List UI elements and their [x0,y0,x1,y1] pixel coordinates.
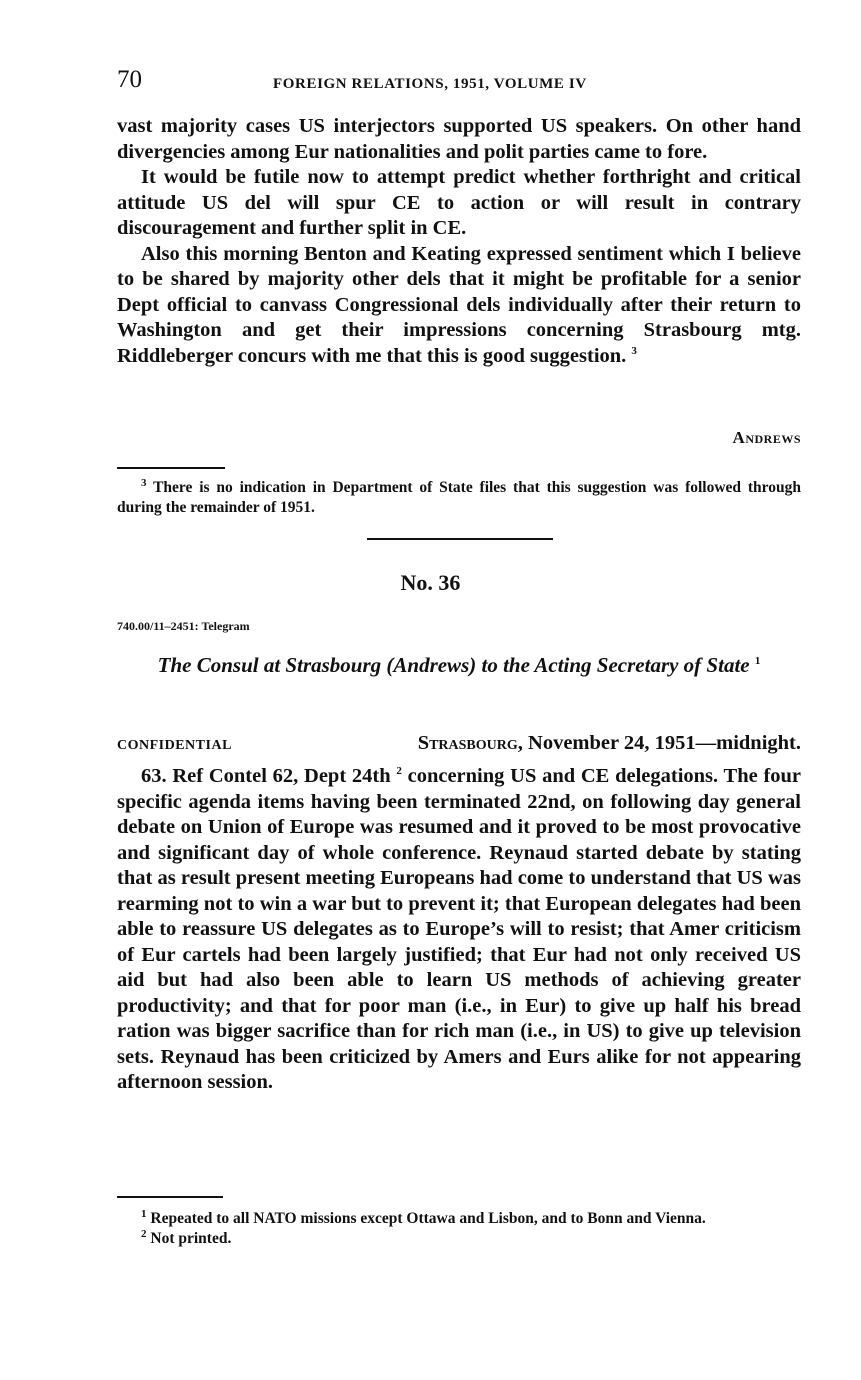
footnote-marker: 3 [631,344,637,357]
document-number: No. 36 [400,570,461,595]
footnote-marker: 1 [141,1207,147,1220]
paragraph-text: Also this morning Benton and Keating expressed sentiment which I believe to be shared by majority other dels that it might be profitable for a senior Dept official to canvass Congressional dels individually after their return to Washington and get their impressions concerning Strasbourg mtg. Riddleberger concurs with me that this is good suggestion. [117,242,801,367]
footnote-marker: 1 [754,655,761,667]
paragraph [117,764,801,1096]
dateline-row [117,732,801,758]
page-number: 70 [117,66,142,93]
footnote-marker: 3 [141,476,147,489]
paragraph [117,242,801,370]
document-title-text: The Consul at Strasbourg (Andrews) to the Acting Secretary of State [157,653,750,677]
footnote-marker: 2 [141,1227,147,1240]
footnotes-previous [117,478,801,518]
classification: CONFIDENTIAL [117,738,232,753]
footnote-rule [117,467,225,469]
footnote-text: Repeated to all NATO missions except Ottawa and Lisbon, and to Bonn and Vienna. [150,1210,706,1227]
footnotes-document [117,1209,801,1249]
dateline-date: November 24, 1951—midnight. [528,732,801,754]
dateline [418,732,801,755]
page-header [117,66,801,102]
section-divider [367,538,553,540]
document-body [117,764,801,1096]
paragraph-text: concerning US and CE delegations. The four specific agenda items having been terminated 22nd, on following day general debate on Union of Europe was resumed and it proved to be most provocative and significant day of whole conference. Reynaud started debate by stating that as result present meeting Europeans had come to understand that US was rearming not to win a war but to prevent it; that European delegates had been able to reassure US delegates as to Europe’s will to resist; that Amer criticism of Eur cartels had been largely justified; that Eur had not only received US aid but had also been able to learn US methods of achieving greater productivity; and that for poor man (i.e., in Eur) to give up half his bread ration was bigger sacrifice than for rich man (i.e., in US) to give up television sets. Reynaud has been criticized by Amers and Eurs alike for not appearing afternoon session. [117,765,802,1093]
footnote [117,1209,801,1229]
file-reference: 740.00/11–2451: Telegram [117,619,250,633]
footnote [117,1229,801,1249]
previous-document-body [117,114,801,369]
signature: Andrews [732,428,801,447]
document-title [117,652,801,678]
footnote-text: There is no indication in Department of State files that this suggestion was followed through during the remainder of 1951. [117,479,801,516]
paragraph: It would be futile now to attempt predict whether forthright and critical attitude US del will spur CE to action or will result in contrary discouragement and further split in CE. [117,166,801,239]
paragraph: vast majority cases US interjectors supported US speakers. On other hand divergencies among Eur nationalities and polit parties came to fore. [117,115,801,163]
dateline-place: Strasbourg, [417,732,523,754]
footnote-rule [117,1196,223,1198]
footnote-text: Not printed. [150,1230,232,1247]
paragraph-text: 63. Ref Contel 62, Dept 24th [141,765,391,787]
running-head: FOREIGN RELATIONS, 1951, VOLUME IV [273,76,587,92]
footnote [117,478,801,518]
footnote-marker: 2 [396,765,402,778]
